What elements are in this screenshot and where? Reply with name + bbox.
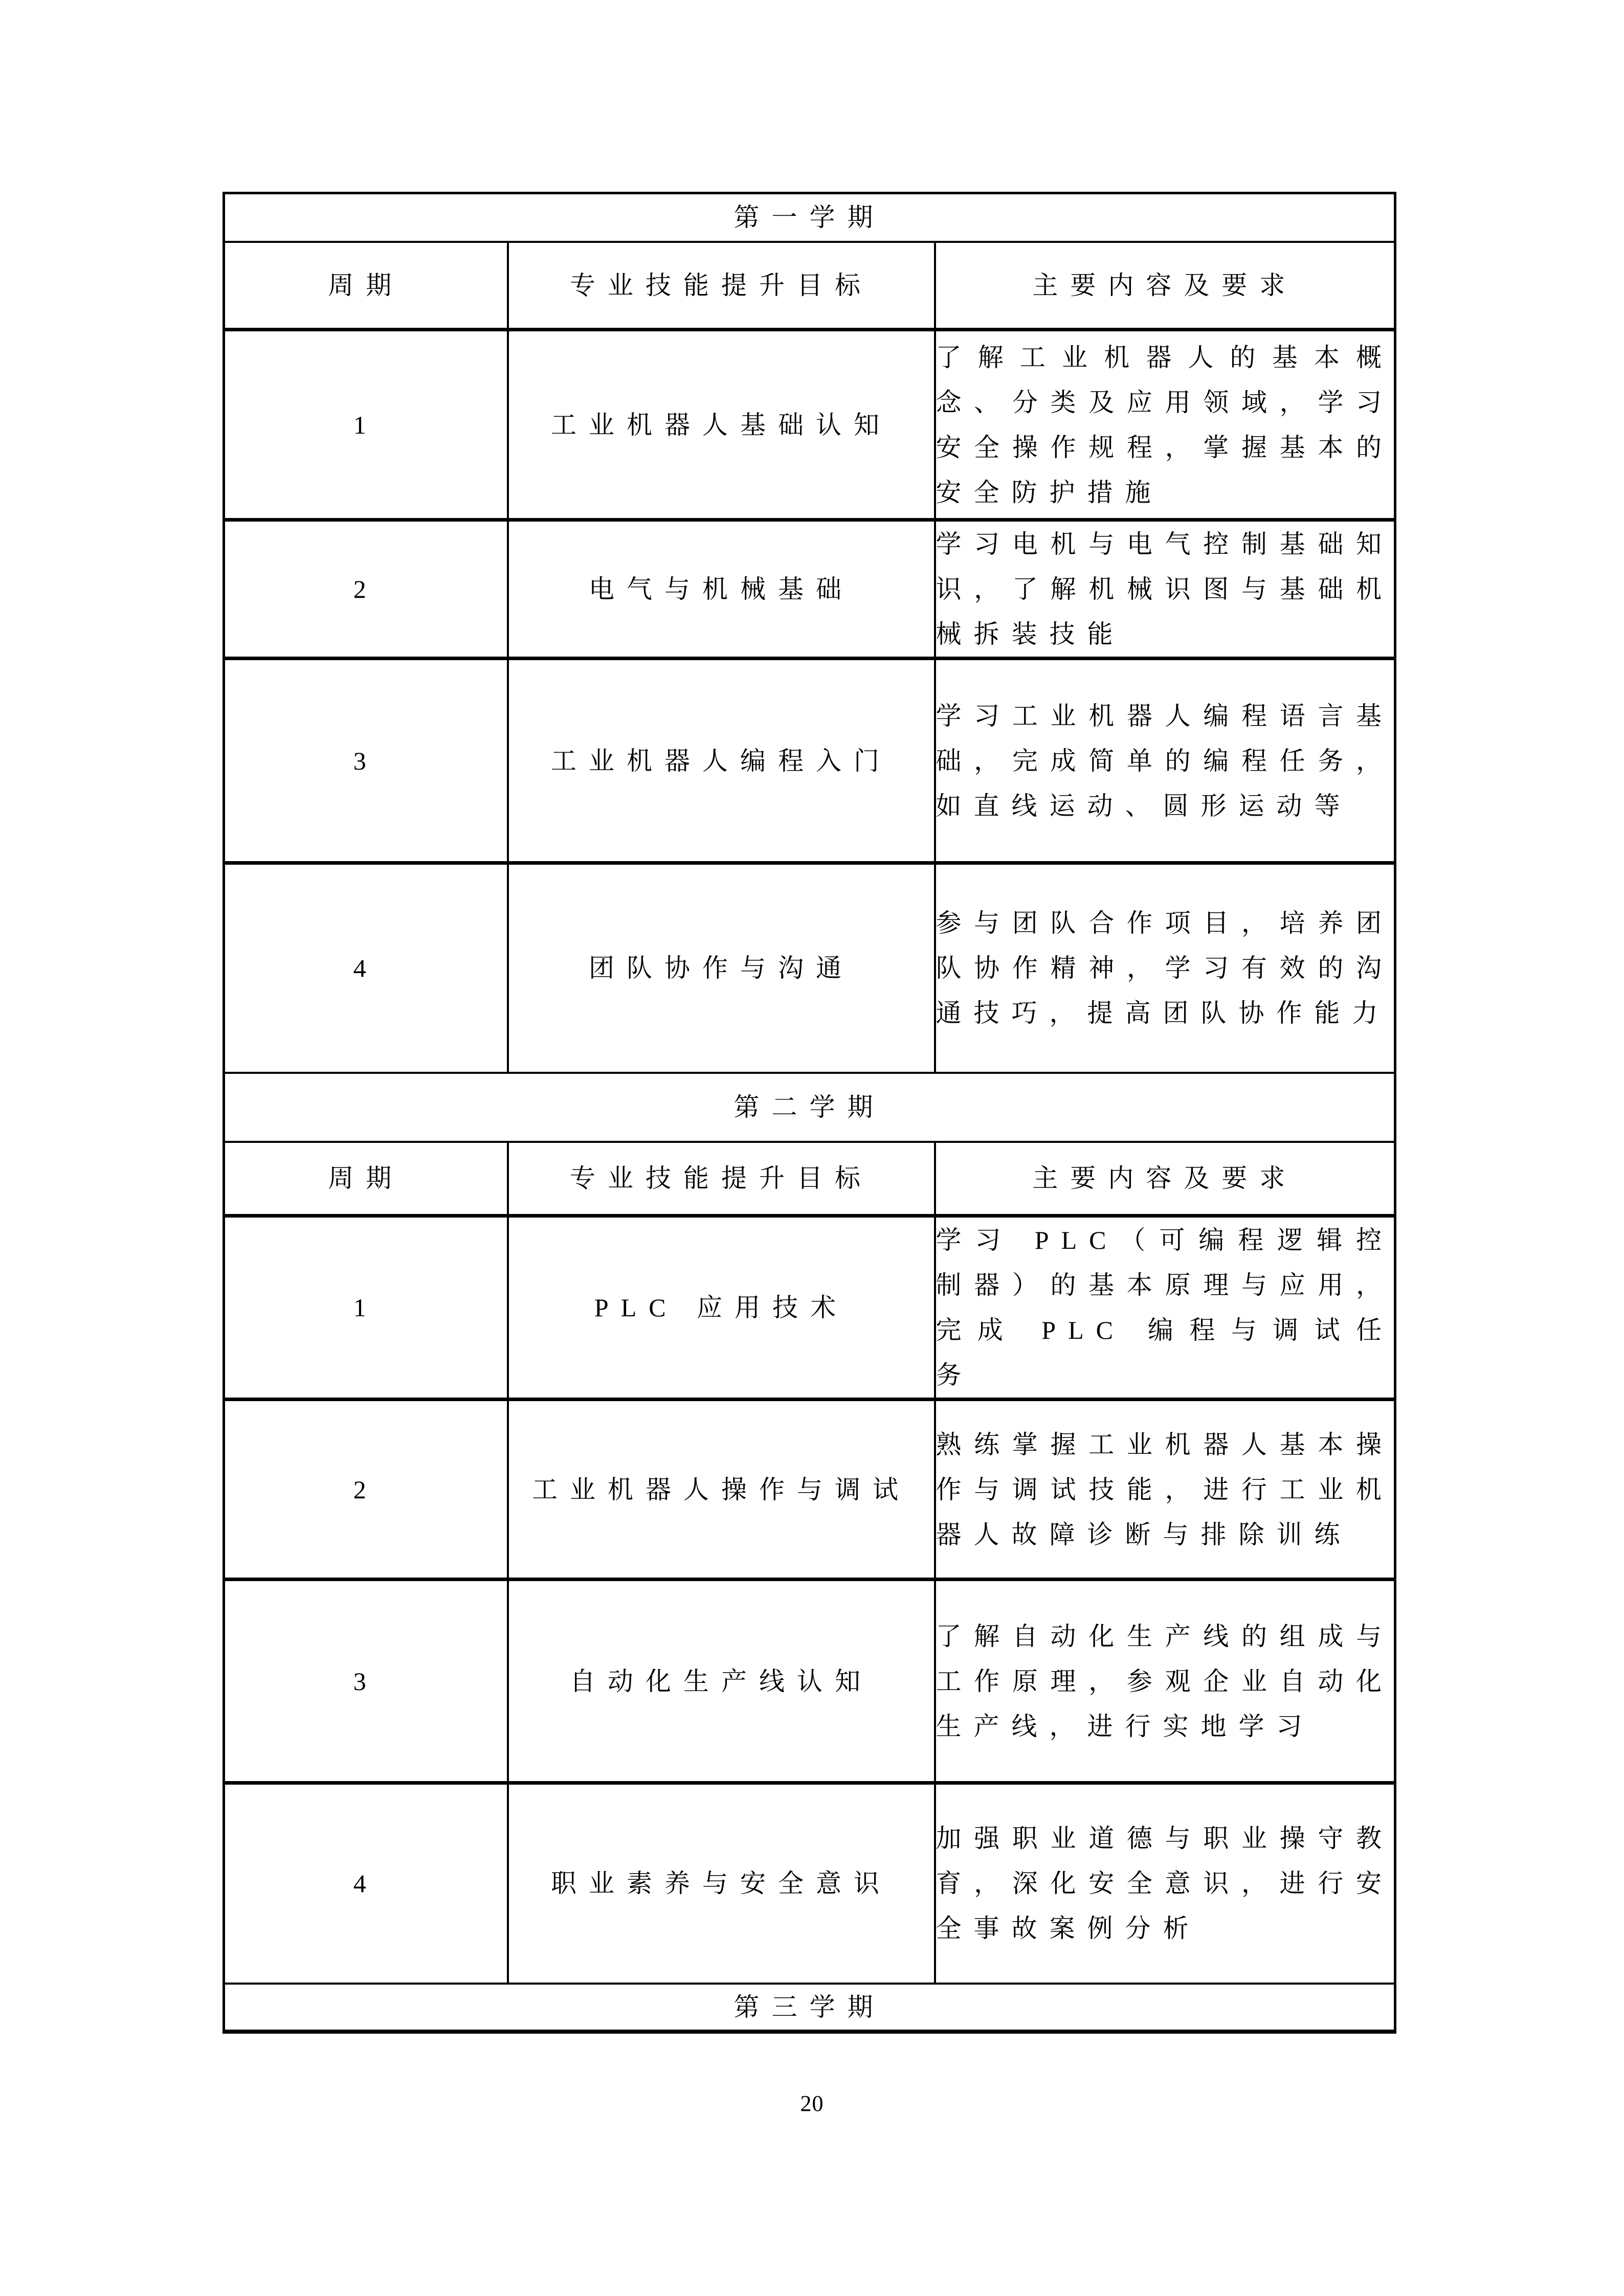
goal-cell: 职业素养与安全意识 xyxy=(508,1783,935,1984)
week-cell: 1 xyxy=(224,330,508,520)
content-cell: 学习电机与电气控制基础知识，了解机械识图与基础机械拆装技能 xyxy=(935,520,1395,659)
goal-cell: 工业机器人编程入门 xyxy=(508,659,935,863)
goal-cell: 自动化生产线认知 xyxy=(508,1580,935,1783)
semester-2-header-row xyxy=(224,1142,1395,1216)
semester-1-title-row xyxy=(224,193,1395,242)
goal-cell: 团队协作与沟通 xyxy=(508,863,935,1073)
week-cell: 2 xyxy=(224,1400,508,1580)
semester-title: 第三学期 xyxy=(224,1984,1395,2032)
content-cell: 学习 PLC（可编程逻辑控制器）的基本原理与应用，完成 PLC 编程与调试任务 xyxy=(935,1216,1395,1400)
semester-2-title-row xyxy=(224,1073,1395,1142)
table-row xyxy=(224,1580,1395,1783)
week-cell: 3 xyxy=(224,659,508,863)
goal-cell: 工业机器人基础认知 xyxy=(508,330,935,520)
table-row xyxy=(224,1400,1395,1580)
content-cell: 学习工业机器人编程语言基础，完成简单的编程任务，如直线运动、圆形运动等 xyxy=(935,659,1395,863)
week-cell: 3 xyxy=(224,1580,508,1783)
content-cell: 熟练掌握工业机器人基本操作与调试技能，进行工业机器人故障诊断与排除训练 xyxy=(935,1400,1395,1580)
col-header-goal: 专业技能提升目标 xyxy=(508,242,935,330)
table-row xyxy=(224,1216,1395,1400)
col-header-week: 周期 xyxy=(224,1142,508,1216)
table-row xyxy=(224,520,1395,659)
content-cell: 了解工业机器人的基本概念、分类及应用领域，学习安全操作规程，掌握基本的安全防护措施 xyxy=(935,330,1395,520)
col-header-goal: 专业技能提升目标 xyxy=(508,1142,935,1216)
semester-3-title-row xyxy=(224,1984,1395,2032)
table-row xyxy=(224,330,1395,520)
week-cell: 1 xyxy=(224,1216,508,1400)
content-cell: 参与团队合作项目，培养团队协作精神，学习有效的沟通技巧，提高团队协作能力 xyxy=(935,863,1395,1073)
col-header-week: 周期 xyxy=(224,242,508,330)
table-row xyxy=(224,863,1395,1073)
semester-title: 第二学期 xyxy=(224,1073,1395,1142)
goal-cell: 工业机器人操作与调试 xyxy=(508,1400,935,1580)
page-number: 20 xyxy=(800,2091,824,2116)
goal-cell: 电气与机械基础 xyxy=(508,520,935,659)
week-cell: 4 xyxy=(224,1783,508,1984)
table-row xyxy=(224,659,1395,863)
content-cell: 了解自动化生产线的组成与工作原理，参观企业自动化生产线，进行实地学习 xyxy=(935,1580,1395,1783)
week-cell: 2 xyxy=(224,520,508,659)
goal-cell: PLC 应用技术 xyxy=(508,1216,935,1400)
week-cell: 4 xyxy=(224,863,508,1073)
schedule-table xyxy=(223,192,1396,2034)
content-cell: 加强职业道德与职业操守教育，深化安全意识，进行安全事故案例分析 xyxy=(935,1783,1395,1984)
col-header-content: 主要内容及要求 xyxy=(935,242,1395,330)
semester-title: 第一学期 xyxy=(224,193,1395,242)
col-header-content: 主要内容及要求 xyxy=(935,1142,1395,1216)
table-row xyxy=(224,1783,1395,1984)
semester-1-header-row xyxy=(224,242,1395,330)
